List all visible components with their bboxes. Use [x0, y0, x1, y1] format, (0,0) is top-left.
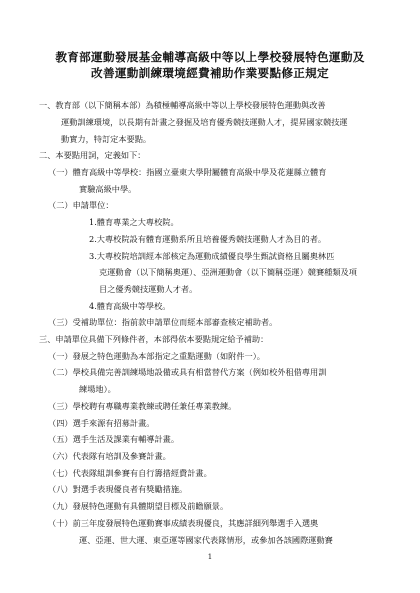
- text-line: 2.大專校院設有體育運動系所且培養優秀競技運動人才為目的者。: [89, 234, 327, 244]
- text-line: （六）代表隊有培訓及參賽計畫。: [48, 451, 171, 461]
- text-line: 實驗高級中學。: [79, 184, 137, 194]
- text-line: （二）申請單位：: [48, 200, 114, 210]
- text-line: 動實力，特訂定本要點。: [61, 134, 152, 144]
- text-line: 目之優秀競技運動人才者。: [99, 284, 198, 294]
- text-line: 克運動會（以下簡稱奧運）、亞洲運動會（以下簡稱亞運）競賽種類及項: [99, 267, 357, 277]
- text-line: （九）發展特色運動有具體期望目標及前瞻願景。: [48, 501, 229, 511]
- text-line: （四）選手來源有招募計畫。: [48, 418, 155, 428]
- text-line: （八）對選手表現優良者有獎勵措施。: [48, 484, 188, 494]
- text-line: 運、亞運、世大運、東亞運等國家代表隊情形，或參加各該國際運動賽: [79, 535, 333, 545]
- text-line: （三）受補助單位：指前款申請單位而經本部審查核定補助者。: [48, 317, 278, 327]
- text-line: （一）發展之特色運動為本部指定之重點運動（如附件一）。: [48, 351, 265, 361]
- text-line: 一、教育部（以下簡稱本部）為積極輔導高級中等以上學校發展特色運動與改善: [39, 100, 326, 110]
- title-line-2: 改善運動訓練環境經費補助作業要點修正規定: [91, 66, 329, 80]
- text-line: （三）學校聘有專職專業教練或聘任兼任專業教練。: [48, 401, 237, 411]
- text-line: 三、申請單位具備下列條件者，本部得依本要點規定給予補助：: [39, 334, 269, 344]
- text-line: （一）體育高級中等學校：指國立臺東大學附屬體育高級中學及花蓮縣立體育: [48, 167, 327, 177]
- text-line: 4.體育高級中等學校。: [89, 301, 171, 311]
- text-line: （二）學校具備完善訓練場地設備或具有相當替代方案（例如校外租借專用訓: [48, 367, 327, 377]
- text-line: 1.體育專業之大專校院。: [89, 217, 179, 227]
- page-number: 1: [207, 553, 213, 561]
- text-line: 運動訓練環境，以長期有計畫之發掘及培育優秀競技運動人才，提昇國家競技運: [61, 117, 348, 127]
- title-line-1: 教育部運動發展基金輔導高級中等以上學校發展特色運動及: [55, 50, 365, 64]
- text-line: 二、本要點用詞，定義如下：: [39, 150, 146, 160]
- text-line: 3.大專校院培訓經本部核定為運動成績優良學生甄試資格且屬奧林匹: [89, 251, 335, 261]
- text-line: （五）選手生活及課業有輔導計畫。: [48, 434, 180, 444]
- text-line: （十）前三年度發展特色運動賽事成績表現優良，其應詳細列舉選手入選奧: [48, 518, 319, 528]
- text-line: 練場地）。: [79, 384, 116, 394]
- document-title: [40, 49, 380, 81]
- text-line: （七）代表隊組訓參賽有自行籌措經費計畫。: [48, 468, 212, 478]
